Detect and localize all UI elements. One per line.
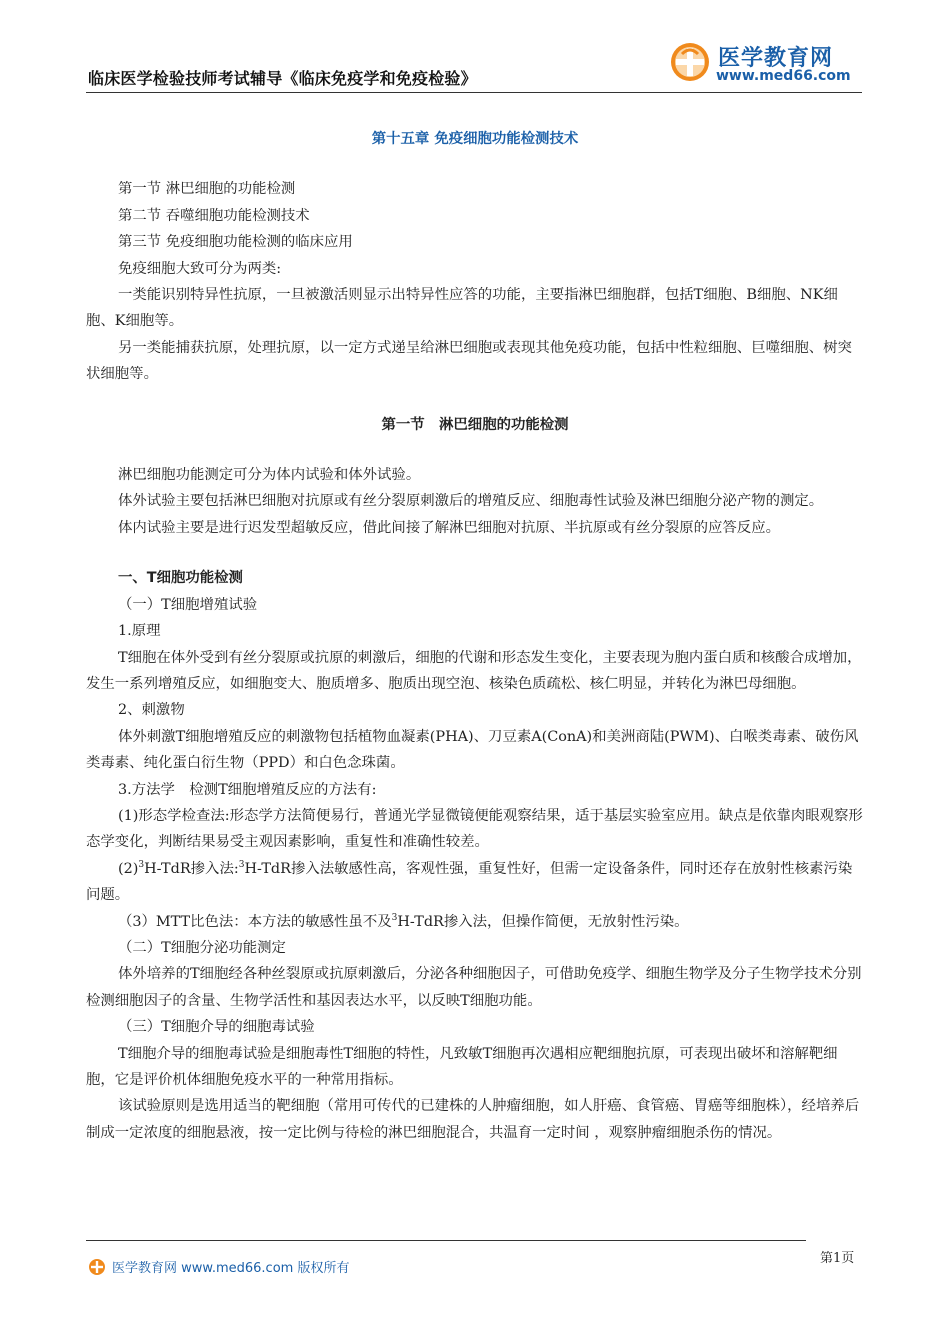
superscript: 3 [138, 859, 145, 870]
header-title: 临床医学检验技师考试辅导《临床免疫学和免疫检验》 [88, 69, 477, 88]
cytotoxicity-text: T细胞介导的细胞毒试验是细胞毒性T细胞的特性，凡致敏T细胞再次遇相应靶细胞抗原，可表现出破坏和溶解靶细胞，它是评价机体细胞免疫水平的一种常用指标。 [86, 1045, 838, 1088]
superscript: 3 [391, 912, 398, 923]
t-cell-heading: 一、T细胞功能检测 [118, 570, 243, 587]
med66-logo[interactable] [668, 40, 858, 90]
footer-divider [86, 1240, 806, 1241]
footer-copyright[interactable]: 医学教育网 www.med66.com 版权所有 [112, 1261, 350, 1276]
logo-name: 医学教育网 [718, 46, 834, 71]
toc-item: 第三节 免疫细胞功能检测的临床应用 [118, 234, 353, 251]
principle-label: 1.原理 [118, 623, 161, 640]
stimulant-label: 2、刺激物 [118, 702, 185, 719]
method-1: (1)形态学检查法:形态学方法简便易行，普通光学显微镜便能观察结果，适于基层实验室应用。缺点是依靠肉眼观察形态学变化，判断结果易受主观因素影响，重复性和准确性较差。 [86, 807, 863, 851]
intro-paragraph: 一类能识别特异性抗原，一旦被激活则显示出特异性应答的功能，主要指淋巴细胞群，包括T细胞、B细胞、NK细胞、K细胞等。 [86, 287, 838, 330]
cytotoxicity-text: 该试验原则是选用适当的靶细胞（常用可传代的已建株的人肿瘤细胞，如人肝癌、食管癌、胃癌等细胞株），经培养后制成一定浓度的细胞悬液，按一定比例与待检的淋巴细胞混合，共温育一定时间 ，观察肿瘤细胞杀伤的情况。 [86, 1098, 860, 1141]
subsection-heading: （一）T细胞增殖试验 [118, 596, 258, 613]
intro-paragraph: 另一类能捕获抗原，处理抗原，以一定方式递呈给淋巴细胞或表现其他免疫功能，包括中性粒细胞、巨噬细胞、树突状细胞等。 [86, 339, 852, 383]
chapter-title: 第十五章 免疫细胞功能检测技术 [371, 131, 579, 147]
toc-item: 第二节 吞噬细胞功能检测技术 [118, 207, 310, 224]
method-3-rest: H-TdR掺入法，但操作简便，无放射性污染。 [397, 913, 689, 930]
subsection-heading: （三）T细胞介导的细胞毒试验 [118, 1019, 315, 1036]
toc-item: 第一节 淋巴细胞的功能检测 [118, 181, 296, 198]
section-title: 第一节 淋巴细胞的功能检测 [381, 416, 569, 433]
logo-url: www.med66.com [716, 68, 851, 84]
section-paragraph: 体内试验主要是进行迟发型超敏反应，借此间接了解淋巴细胞对抗原、半抗原或有丝分裂原的应答反应。 [118, 519, 780, 536]
stimulant-text: 体外刺激T细胞增殖反应的刺激物包括植物血凝素(PHA)、刀豆素A(ConA)和美洲商陆(PWM)、白喉类毒素、破伤风类毒素、纯化蛋白衍生物（PPD）和白色念珠菌。 [86, 728, 859, 772]
method-2-rest: H-TdR掺入法敏感性高，客观性强，重复性好，但需一定设备条件，同时还存在放射性核素污染问题。 [86, 860, 853, 904]
subsection-heading: （二）T细胞分泌功能测定 [118, 939, 286, 956]
section-paragraph: 体外试验主要包括淋巴细胞对抗原或有丝分裂原刺激后的增殖反应、细胞毒性试验及淋巴细胞分泌产物的测定。 [118, 493, 824, 510]
superscript: 3 [238, 859, 245, 870]
method-3-prefix: （3）MTT比色法：本方法的敏感性虽不及 [118, 913, 392, 930]
page-number: 第1页 [820, 1251, 855, 1266]
method-3 [86, 909, 864, 935]
header-divider [86, 92, 862, 93]
med66-logo-icon [668, 40, 712, 84]
intro-paragraph: 免疫细胞大致可分为两类: [118, 260, 282, 277]
secretion-text: 体外培养的T细胞经各种丝裂原或抗原刺激后，分泌各种细胞因子，可借助免疫学、细胞生物学及分子生物学技术分别检测细胞因子的含量、生物学活性和基因表达水平，以反映T细胞功能。 [86, 966, 862, 1009]
method-label: 3.方法学 检测T细胞增殖反应的方法有: [118, 781, 377, 798]
principle-text: T细胞在体外受到有丝分裂原或抗原的刺激后，细胞的代谢和形态发生变化，主要表现为胞内蛋白质和核酸合成增加，发生一系列增殖反应，如细胞变大、胞质增多、胞质出现空泡、核染色质疏松、核仁明显，并转化为淋巴母细胞。 [86, 649, 862, 692]
method-2 [86, 856, 864, 909]
med66-footer-icon [88, 1258, 106, 1276]
section-paragraph: 淋巴细胞功能测定可分为体内试验和体外试验。 [118, 467, 421, 484]
document-body [86, 124, 864, 1146]
method-2-prefix: (2) [118, 860, 139, 877]
method-2-mid: H-TdR掺入法: [144, 860, 239, 877]
